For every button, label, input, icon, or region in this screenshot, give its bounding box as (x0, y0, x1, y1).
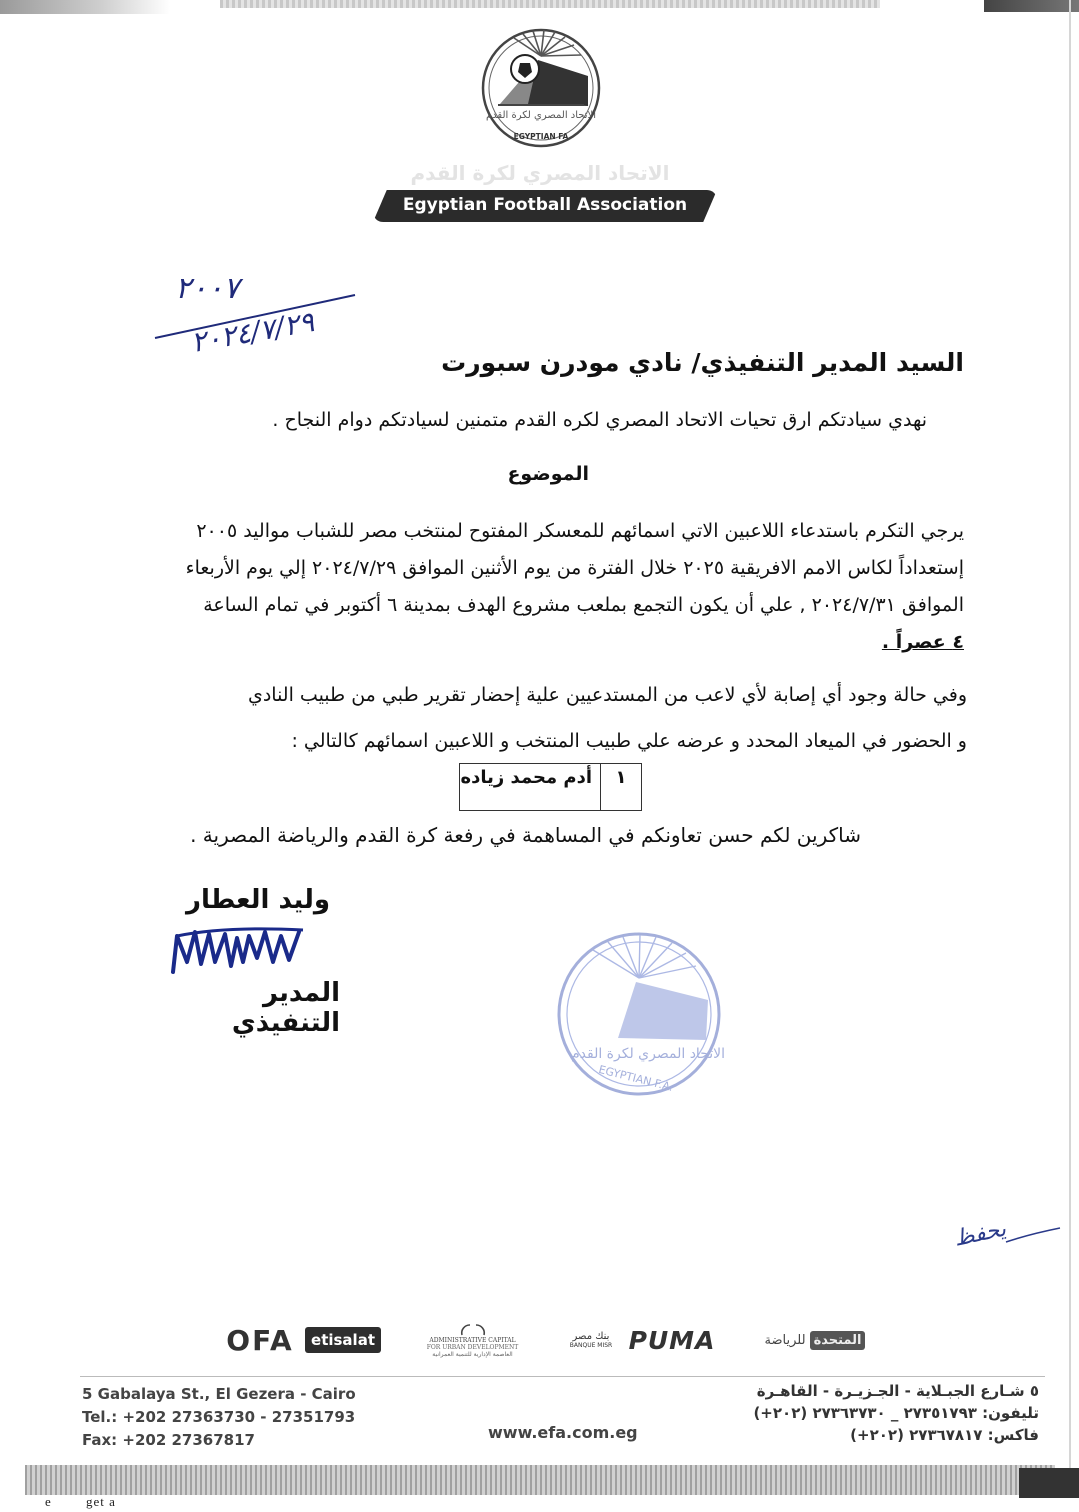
sponsor-puma-logo: PUMA (628, 1325, 716, 1355)
signatory-name: وليد العطار (185, 885, 330, 915)
handwritten-date: ٢٠٢٤/٧/٢٩ (188, 305, 317, 360)
footer-website: www.efa.com.eg (488, 1423, 638, 1442)
scan-edge-bottom-right (1019, 1468, 1079, 1498)
handwritten-number: ٢٠٠٧ (175, 271, 240, 306)
scan-edge-top-right (984, 0, 1079, 12)
sponsor-administrative-capital-logo: ADMINISTRATIVE CAPITAL FOR URBAN DEVELOPMENT العاصمة الإدارية للتنمية العمرانية (420, 1310, 525, 1370)
efa-logo (478, 26, 604, 156)
footer-address-arabic (699, 1380, 1039, 1446)
thanks-line: شاكرين لكم حسن تعاونكم في المساهمة في رفعة كرة القدم والرياضة المصرية . (190, 823, 861, 847)
scan-edge-top (220, 0, 880, 8)
scan-edge-top-left (0, 0, 170, 14)
sponsor-ofa-logo: OFA (226, 1323, 294, 1357)
footer-address-english (82, 1383, 356, 1452)
injury-line: وفي حالة وجود أي إصابة لأي لاعب من المستدعيين علية إحضار تقرير طبي من طبيب النادي (247, 684, 967, 706)
stamp-arabic-text: الاتحاد المصري لكرة القدم (570, 1046, 726, 1062)
logo-arabic-text: الاتحاد المصري لكرة القدم (485, 110, 597, 121)
scan-edge-right (1069, 0, 1071, 1470)
footer-tel-ar: تليفون: ٢٧٣٥١٧٩٣ _ ٢٧٣٦٣٧٣٠ (٢٠٢+) (753, 1404, 1039, 1422)
sponsor-etisalat-logo: etisalat (307, 1310, 379, 1370)
sponsors-row (215, 1310, 905, 1370)
subject-heading: الموضوع (507, 463, 589, 485)
footer-address: 5 Gabalaya St., El Gezera - Cairo (82, 1385, 356, 1403)
header-english-name: Egyptian Football Association (402, 195, 688, 215)
player-name: أدم محمد زياده (460, 767, 592, 788)
meeting-time: ٤ عصراً . (881, 631, 964, 653)
footer-divider (80, 1376, 1045, 1377)
logo-english-text: EGYPTIAN FA (513, 132, 569, 141)
footer-tel: Tel.: +202 27363730 - 27351793 (82, 1408, 356, 1426)
margin-handwritten-note (951, 1198, 1079, 1252)
injury-line: و الحضور في الميعاد المحدد و عرضه علي طبيب المنتخب و اللاعبين اسمائهم كالتالي : (291, 730, 967, 752)
margin-note-text: يحفظ (951, 1216, 1009, 1252)
scan-edge-bottom (25, 1465, 1055, 1495)
scan-caption-fragment: e (45, 1494, 52, 1509)
capital-emblem-icon (458, 1323, 488, 1337)
header-banner (373, 190, 717, 222)
body-line: يرجي التكرم باستدعاء اللاعبين الاتي اسمائهم للمعسكر المفتوح لمنتخب مصر للشباب مواليد ٢٠٠٥ (196, 520, 964, 542)
footer-fax-ar: فاكس: ٢٧٣٦٧٨١٧ (٢٠٢+) (850, 1426, 1039, 1444)
handwritten-annotation (150, 250, 370, 360)
footer-address-ar: ٥ شـارع الجبـلاية - الجـزيـرة - القاهـرة (756, 1382, 1039, 1400)
scan-caption-fragment: get a (86, 1494, 116, 1509)
footer-fax: Fax: +202 27367817 (82, 1431, 255, 1449)
greeting-line: نهدي سيادتكم ارق تحيات الاتحاد المصري لكره القدم متمنين لسيادتكم دوام النجاح . (272, 409, 927, 431)
body-line: الموافق ٢٠٢٤/٧/٣١ , علي أن يكون التجمع بملعب مشروع الهدف بمدينة ٦ أكتوبر في تمام الساعة (203, 594, 964, 616)
signatory-title: المدير التنفيذي (231, 978, 340, 1038)
body-line: إستعداداً لكاس الامم الافريقية ٢٠٢٥ خلال الفترة من يوم الأثنين الموافق ٢٠٢٤/٧/٢٩ إلي يوم الأربعاء (185, 557, 964, 579)
injury-paragraph (107, 672, 967, 764)
player-number: ١ (600, 764, 641, 810)
sponsor-banque-misr-logo: بنك مصر BANQUE MISR (569, 1331, 613, 1349)
official-stamp (548, 928, 730, 1100)
scan-caption (45, 1494, 146, 1510)
header-arabic-name: الاتحاد المصري لكرة القدم (410, 161, 670, 185)
sponsor-united-sports-logo: المتحدة للرياضة (725, 1310, 905, 1370)
recipient-line: السيد المدير التنفيذي/ نادي مودرن سبورت (441, 348, 964, 377)
body-paragraph (104, 513, 964, 661)
signature-scribble (165, 922, 310, 982)
stamp-english-text: EGYPTIAN F.A. (597, 1062, 675, 1095)
players-table (459, 763, 642, 811)
